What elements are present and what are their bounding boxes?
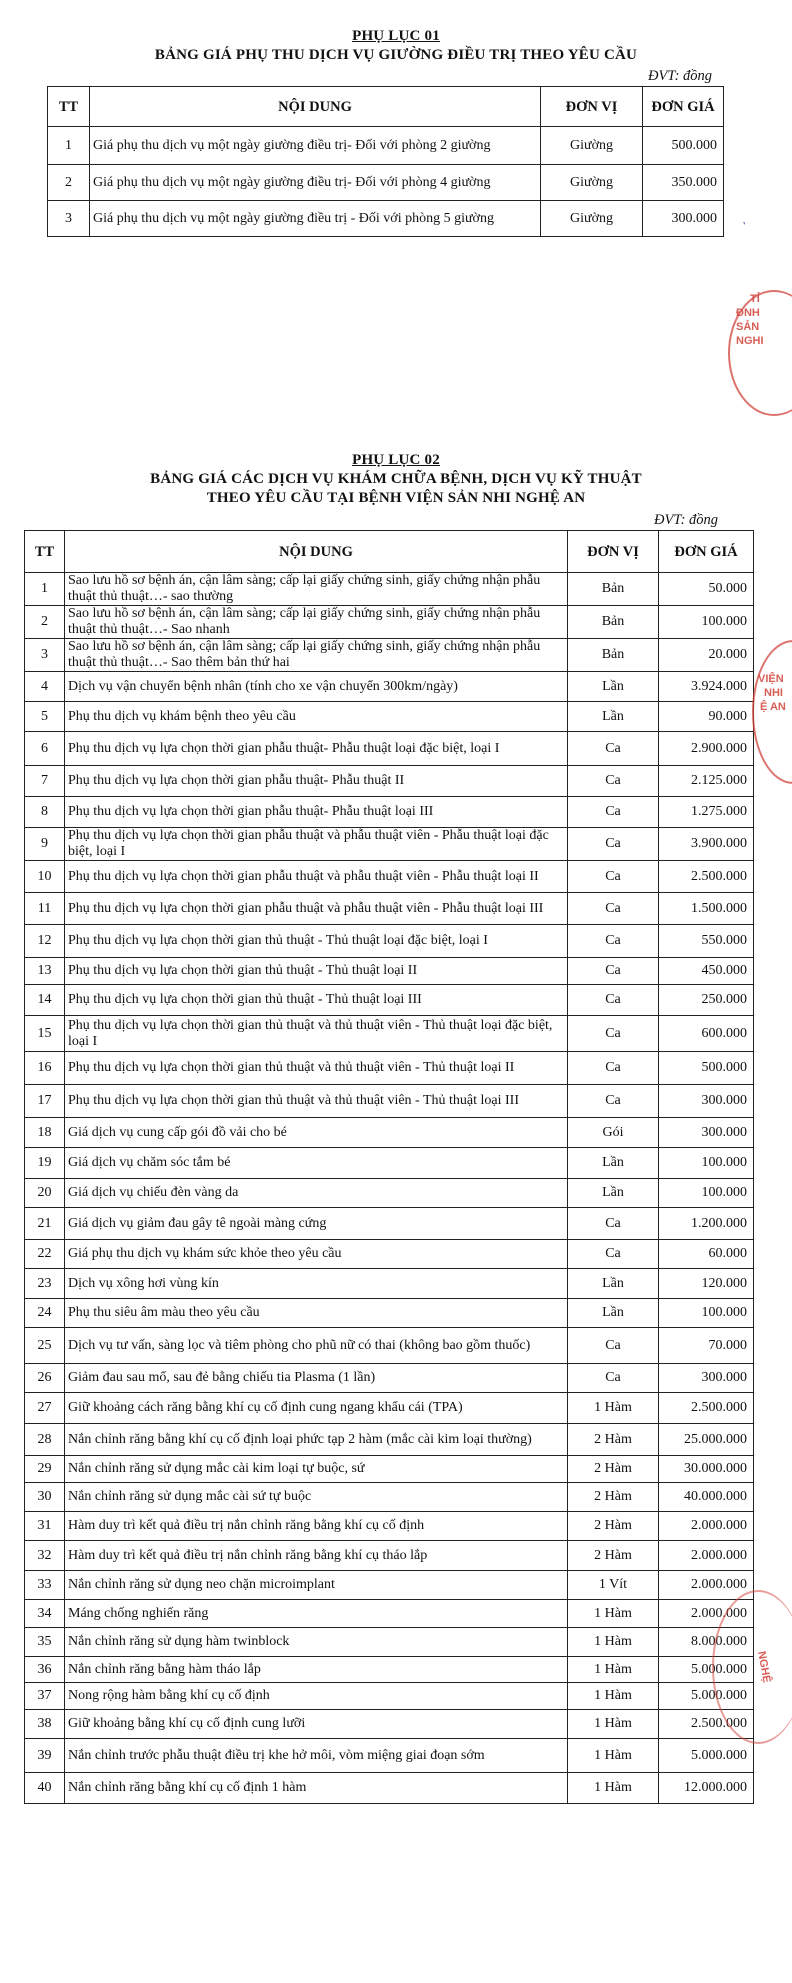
row-content: Giá phụ thu dịch vụ một ngày giường điều trị- Đối với phòng 2 giường [90, 127, 541, 165]
row-price: 30.000.000 [659, 1456, 754, 1483]
row-content: Sao lưu hồ sơ bệnh án, cận lâm sàng; cấp lại giấy chứng sinh, giấy chứng nhận phẫu thuật thủ thuật…- Sao nhanh [65, 606, 568, 639]
row-number: 3 [48, 201, 90, 237]
row-price: 1.275.000 [659, 797, 754, 828]
table-row [25, 1269, 754, 1299]
appendix1-unit-note: ĐVT: đồng [648, 68, 713, 84]
row-content: Sao lưu hồ sơ bệnh án, cận lâm sàng; cấp lại giấy chứng sinh, giấy chứng nhận phẫu thuật thủ thuật…- Sao thêm bản thứ hai [65, 639, 568, 672]
row-unit: 1 Hàm [568, 1393, 659, 1424]
row-price: 100.000 [659, 606, 754, 639]
appendix2-heading-text: PHỤ LỤC 02 [352, 452, 440, 468]
row-content: Phụ thu dịch vụ lựa chọn thời gian thủ thuật - Thủ thuật loại III [65, 985, 568, 1016]
appendix1-header-row [48, 87, 724, 127]
row-unit: Lần [568, 702, 659, 732]
row-content: Phụ thu dịch vụ khám bệnh theo yêu cầu [65, 702, 568, 732]
row-content: Giữ khoảng cách răng bằng khí cụ cố định cung ngang khẩu cái (TPA) [65, 1393, 568, 1424]
row-content: Phụ thu dịch vụ lựa chọn thời gian phẫu thuật và phẫu thuật viên - Phẫu thuật loại đặc biệt, loại I [65, 828, 568, 861]
row-unit: Ca [568, 1085, 659, 1118]
stamp-line: Ệ AN [760, 701, 786, 713]
table-row [25, 958, 754, 985]
row-price: 5.000.000 [659, 1683, 754, 1710]
row-number: 14 [25, 985, 65, 1016]
stamp-line: ĐNH [736, 307, 760, 319]
row-price: 450.000 [659, 958, 754, 985]
table-row [25, 1600, 754, 1628]
row-number: 11 [25, 893, 65, 925]
row-price: 120.000 [659, 1269, 754, 1299]
table-row [25, 1657, 754, 1683]
appendix1-heading-text: PHỤ LỤC 01 [352, 28, 440, 44]
table-row [25, 893, 754, 925]
table-row [25, 1424, 754, 1456]
row-price: 2.000.000 [659, 1512, 754, 1541]
stamp-line: SẢN [736, 321, 760, 333]
row-content: Giá dịch vụ giảm đau gây tê ngoài màng cứng [65, 1208, 568, 1240]
row-number: 38 [25, 1710, 65, 1739]
table-row [25, 828, 754, 861]
row-unit: Bản [568, 573, 659, 606]
table-row [25, 1571, 754, 1600]
row-content: Nắn chỉnh răng sử dụng mắc cài kim loại tự buộc, sứ [65, 1456, 568, 1483]
row-unit: 2 Hàm [568, 1424, 659, 1456]
row-content: Giá dịch vụ cung cấp gói đồ vải cho bé [65, 1118, 568, 1148]
row-price: 100.000 [659, 1299, 754, 1328]
row-number: 17 [25, 1085, 65, 1118]
row-content: Nắn chỉnh răng bằng khí cụ cố định 1 hàm [65, 1773, 568, 1804]
col-header-price: ĐƠN GIÁ [643, 87, 724, 127]
row-content: Giá phụ thu dịch vụ một ngày giường điều trị- Đối với phòng 4 giường [90, 165, 541, 201]
row-price: 2.500.000 [659, 1710, 754, 1739]
appendix2-title-line1: BẢNG GIÁ CÁC DỊCH VỤ KHÁM CHỮA BỆNH, DỊCH VỤ KỸ THUẬT [150, 471, 642, 487]
appendix2-unit-note: ĐVT: đồng [654, 512, 719, 528]
row-price: 2.000.000 [659, 1541, 754, 1571]
row-content: Phụ thu dịch vụ lựa chọn thời gian phẫu thuật- Phẫu thuật loại đặc biệt, loại I [65, 732, 568, 766]
row-content: Phụ thu siêu âm màu theo yêu cầu [65, 1299, 568, 1328]
table-row [25, 766, 754, 797]
row-content: Phụ thu dịch vụ lựa chọn thời gian thủ thuật - Thủ thuật loại đặc biệt, loại I [65, 925, 568, 958]
row-unit: Gói [568, 1118, 659, 1148]
row-number: 1 [48, 127, 90, 165]
row-content: Phụ thu dịch vụ lựa chọn thời gian thủ thuật và thủ thuật viên - Thủ thuật loại III [65, 1085, 568, 1118]
stamp-line: VIỆN [758, 673, 784, 685]
table-row [25, 1052, 754, 1085]
row-number: 25 [25, 1328, 65, 1364]
row-price: 2.125.000 [659, 766, 754, 797]
row-number: 35 [25, 1628, 65, 1657]
row-unit: Giường [541, 201, 643, 237]
row-content: Giá phụ thu dịch vụ một ngày giường điều trị - Đối với phòng 5 giường [90, 201, 541, 237]
row-number: 40 [25, 1773, 65, 1804]
table-row [25, 573, 754, 606]
row-unit: Ca [568, 1052, 659, 1085]
row-price: 50.000 [659, 573, 754, 606]
row-content: Nong rộng hàm bằng khí cụ cố định [65, 1683, 568, 1710]
row-price: 300.000 [659, 1085, 754, 1118]
row-unit: Ca [568, 1016, 659, 1052]
row-unit: Ca [568, 1208, 659, 1240]
col-header-content: NỘI DUNG [90, 87, 541, 127]
row-number: 22 [25, 1240, 65, 1269]
row-price: 5.000.000 [659, 1739, 754, 1773]
row-unit: Ca [568, 732, 659, 766]
row-unit: Ca [568, 985, 659, 1016]
row-unit: 2 Hàm [568, 1512, 659, 1541]
stamp-line: NGHI [736, 335, 764, 347]
table-row [25, 1683, 754, 1710]
row-content: Phụ thu dịch vụ lựa chọn thời gian phẫu thuật- Phẫu thuật loại III [65, 797, 568, 828]
row-price: 12.000.000 [659, 1773, 754, 1804]
row-unit: Lần [568, 1148, 659, 1179]
row-price: 1.200.000 [659, 1208, 754, 1240]
row-unit: Lần [568, 1179, 659, 1208]
row-unit: 1 Hàm [568, 1657, 659, 1683]
row-number: 33 [25, 1571, 65, 1600]
row-content: Máng chống nghiến răng [65, 1600, 568, 1628]
row-price: 25.000.000 [659, 1424, 754, 1456]
row-number: 32 [25, 1541, 65, 1571]
row-unit: 1 Hàm [568, 1773, 659, 1804]
row-content: Nắn chỉnh răng sử dụng hàm twinblock [65, 1628, 568, 1657]
table-row [25, 985, 754, 1016]
row-unit: 1 Hàm [568, 1683, 659, 1710]
stamp-ring-middle [752, 640, 792, 784]
col-header-unit: ĐƠN VỊ [541, 87, 643, 127]
row-price: 1.500.000 [659, 893, 754, 925]
col-header-tt: TT [48, 87, 90, 127]
table-row [48, 165, 724, 201]
table-row [25, 1773, 754, 1804]
row-number: 1 [25, 573, 65, 606]
row-number: 10 [25, 861, 65, 893]
row-unit: Ca [568, 893, 659, 925]
row-price: 40.000.000 [659, 1483, 754, 1512]
appendix2-heading [0, 451, 792, 469]
col-header-price: ĐƠN GIÁ [659, 531, 754, 573]
row-number: 16 [25, 1052, 65, 1085]
row-content: Giữ khoảng bằng khí cụ cố định cung lưỡi [65, 1710, 568, 1739]
table-row [25, 925, 754, 958]
appendix1-title: BẢNG GIÁ PHỤ THU DỊCH VỤ GIƯỜNG ĐIỀU TRỊ THEO YÊU CẦU [154, 47, 638, 63]
table-row [48, 127, 724, 165]
row-price: 5.000.000 [659, 1657, 754, 1683]
row-content: Giá dịch vụ chăm sóc tắm bé [65, 1148, 568, 1179]
table-row [25, 1118, 754, 1148]
appendix2-header-row [25, 531, 754, 573]
row-content: Nắn chỉnh trước phẫu thuật điều trị khe hở môi, vòm miệng giai đoạn sớm [65, 1739, 568, 1773]
stamp-line: NHI [764, 687, 783, 699]
row-unit: Lần [568, 1299, 659, 1328]
row-number: 6 [25, 732, 65, 766]
row-number: 27 [25, 1393, 65, 1424]
row-content: Nắn chỉnh răng sử dụng neo chặn microimplant [65, 1571, 568, 1600]
row-unit: Bản [568, 606, 659, 639]
row-price: 2.000.000 [659, 1571, 754, 1600]
row-content: Nắn chỉnh răng bằng khí cụ cố định loại phức tạp 2 hàm (mắc cài kim loại thường) [65, 1424, 568, 1456]
row-content: Phụ thu dịch vụ lựa chọn thời gian phẫu thuật- Phẫu thuật II [65, 766, 568, 797]
row-price: 300.000 [659, 1364, 754, 1393]
row-content: Phụ thu dịch vụ lựa chọn thời gian phẫu thuật và phẫu thuật viên - Phẫu thuật loại II [65, 861, 568, 893]
row-content: Phụ thu dịch vụ lựa chọn thời gian thủ thuật và thủ thuật viên - Thủ thuật loại đặc biệt, loại I [65, 1016, 568, 1052]
row-price: 2.000.000 [659, 1600, 754, 1628]
row-number: 34 [25, 1600, 65, 1628]
row-price: 8.000.000 [659, 1628, 754, 1657]
row-price: 550.000 [659, 925, 754, 958]
row-unit: Ca [568, 1240, 659, 1269]
row-number: 20 [25, 1179, 65, 1208]
row-content: Nắn chỉnh răng bằng hàm tháo lắp [65, 1657, 568, 1683]
table-row [25, 1364, 754, 1393]
table-row [25, 1512, 754, 1541]
row-unit: Ca [568, 1364, 659, 1393]
row-number: 21 [25, 1208, 65, 1240]
row-unit: Giường [541, 165, 643, 201]
row-number: 15 [25, 1016, 65, 1052]
row-number: 13 [25, 958, 65, 985]
row-unit: Ca [568, 766, 659, 797]
row-price: 2.500.000 [659, 861, 754, 893]
table-row [25, 1208, 754, 1240]
stamp-line: NGHỆ [755, 1650, 773, 1684]
row-price: 500.000 [659, 1052, 754, 1085]
col-header-unit: ĐƠN VỊ [568, 531, 659, 573]
row-content: Hàm duy trì kết quả điều trị nắn chỉnh răng bằng khí cụ tháo lắp [65, 1541, 568, 1571]
appendix1-heading [0, 27, 792, 45]
row-price: 2.500.000 [659, 1393, 754, 1424]
row-price: 100.000 [659, 1179, 754, 1208]
table-row [25, 1483, 754, 1512]
table-row [25, 797, 754, 828]
row-price: 100.000 [659, 1148, 754, 1179]
row-price: 3.900.000 [659, 828, 754, 861]
row-unit: Bản [568, 639, 659, 672]
row-unit: 1 Hàm [568, 1628, 659, 1657]
col-header-tt: TT [25, 531, 65, 573]
ink-mark: ˺ [742, 219, 746, 233]
row-unit: Giường [541, 127, 643, 165]
row-number: 4 [25, 672, 65, 702]
row-number: 29 [25, 1456, 65, 1483]
row-price: 60.000 [659, 1240, 754, 1269]
row-price: 350.000 [643, 165, 724, 201]
row-price: 3.924.000 [659, 672, 754, 702]
row-unit: Ca [568, 828, 659, 861]
row-content: Nắn chỉnh răng sử dụng mắc cài sứ tự buộc [65, 1483, 568, 1512]
row-content: Dịch vụ xông hơi vùng kín [65, 1269, 568, 1299]
row-number: 2 [25, 606, 65, 639]
table-row [25, 1710, 754, 1739]
row-number: 3 [25, 639, 65, 672]
row-price: 300.000 [659, 1118, 754, 1148]
row-unit: 2 Hàm [568, 1456, 659, 1483]
row-number: 7 [25, 766, 65, 797]
row-unit: 1 Hàm [568, 1600, 659, 1628]
row-number: 19 [25, 1148, 65, 1179]
table-row [25, 1628, 754, 1657]
table-row [25, 1393, 754, 1424]
row-number: 39 [25, 1739, 65, 1773]
row-content: Giá dịch vụ chiếu đèn vàng da [65, 1179, 568, 1208]
row-unit: Lần [568, 672, 659, 702]
row-content: Giá phụ thu dịch vụ khám sức khỏe theo yêu cầu [65, 1240, 568, 1269]
table-row [25, 861, 754, 893]
table-row [25, 1016, 754, 1052]
table-row [25, 1328, 754, 1364]
table-row [25, 1299, 754, 1328]
table-row [25, 1148, 754, 1179]
row-content: Phụ thu dịch vụ lựa chọn thời gian thủ thuật và thủ thuật viên - Thủ thuật loại II [65, 1052, 568, 1085]
table-row [25, 1179, 754, 1208]
row-price: 600.000 [659, 1016, 754, 1052]
table-row [25, 606, 754, 639]
row-price: 500.000 [643, 127, 724, 165]
table-row [25, 732, 754, 766]
row-price: 2.900.000 [659, 732, 754, 766]
row-number: 28 [25, 1424, 65, 1456]
stamp-line: TỈ [750, 293, 760, 305]
row-number: 30 [25, 1483, 65, 1512]
table-row [25, 1240, 754, 1269]
row-content: Phụ thu dịch vụ lựa chọn thời gian phẫu thuật và phẫu thuật viên - Phẫu thuật loại III [65, 893, 568, 925]
row-number: 2 [48, 165, 90, 201]
row-unit: Ca [568, 1328, 659, 1364]
table-row [25, 1085, 754, 1118]
row-content: Phụ thu dịch vụ lựa chọn thời gian thủ thuật - Thủ thuật loại II [65, 958, 568, 985]
row-unit: Ca [568, 797, 659, 828]
row-number: 12 [25, 925, 65, 958]
row-content: Hàm duy trì kết quả điều trị nắn chỉnh răng bằng khí cụ cố định [65, 1512, 568, 1541]
row-number: 18 [25, 1118, 65, 1148]
row-number: 8 [25, 797, 65, 828]
table-row [25, 1739, 754, 1773]
row-number: 26 [25, 1364, 65, 1393]
row-price: 300.000 [643, 201, 724, 237]
row-unit: 1 Hàm [568, 1739, 659, 1773]
table-row [25, 672, 754, 702]
table-row [25, 1456, 754, 1483]
row-unit: 1 Vít [568, 1571, 659, 1600]
appendix2-title-line2: THEO YÊU CẦU TẠI BỆNH VIỆN SẢN NHI NGHỆ AN [206, 490, 586, 506]
row-content: Giảm đau sau mổ, sau đẻ bằng chiếu tia Plasma (1 lần) [65, 1364, 568, 1393]
row-price: 250.000 [659, 985, 754, 1016]
table-row [25, 639, 754, 672]
table-row [25, 702, 754, 732]
row-price: 90.000 [659, 702, 754, 732]
row-content: Sao lưu hồ sơ bệnh án, cận lâm sàng; cấp lại giấy chứng sinh, giấy chứng nhận phẫu thuật thủ thuật…- sao thường [65, 573, 568, 606]
row-number: 23 [25, 1269, 65, 1299]
row-number: 5 [25, 702, 65, 732]
row-content: Dịch vụ tư vấn, sàng lọc và tiêm phòng cho phũ nữ có thai (không bao gồm thuốc) [65, 1328, 568, 1364]
row-unit: Ca [568, 925, 659, 958]
row-number: 24 [25, 1299, 65, 1328]
row-number: 36 [25, 1657, 65, 1683]
row-unit: Lần [568, 1269, 659, 1299]
row-unit: 2 Hàm [568, 1483, 659, 1512]
row-price: 70.000 [659, 1328, 754, 1364]
row-unit: 2 Hàm [568, 1541, 659, 1571]
row-number: 9 [25, 828, 65, 861]
row-unit: Ca [568, 861, 659, 893]
row-number: 37 [25, 1683, 65, 1710]
col-header-content: NỘI DUNG [65, 531, 568, 573]
row-unit: Ca [568, 958, 659, 985]
table-row [25, 1541, 754, 1571]
row-unit: 1 Hàm [568, 1710, 659, 1739]
appendix1-table [47, 86, 724, 237]
row-price: 20.000 [659, 639, 754, 672]
table-row [48, 201, 724, 237]
row-number: 31 [25, 1512, 65, 1541]
row-content: Dịch vụ vận chuyển bệnh nhân (tính cho xe vận chuyển 300km/ngày) [65, 672, 568, 702]
appendix2-table [24, 530, 754, 1804]
